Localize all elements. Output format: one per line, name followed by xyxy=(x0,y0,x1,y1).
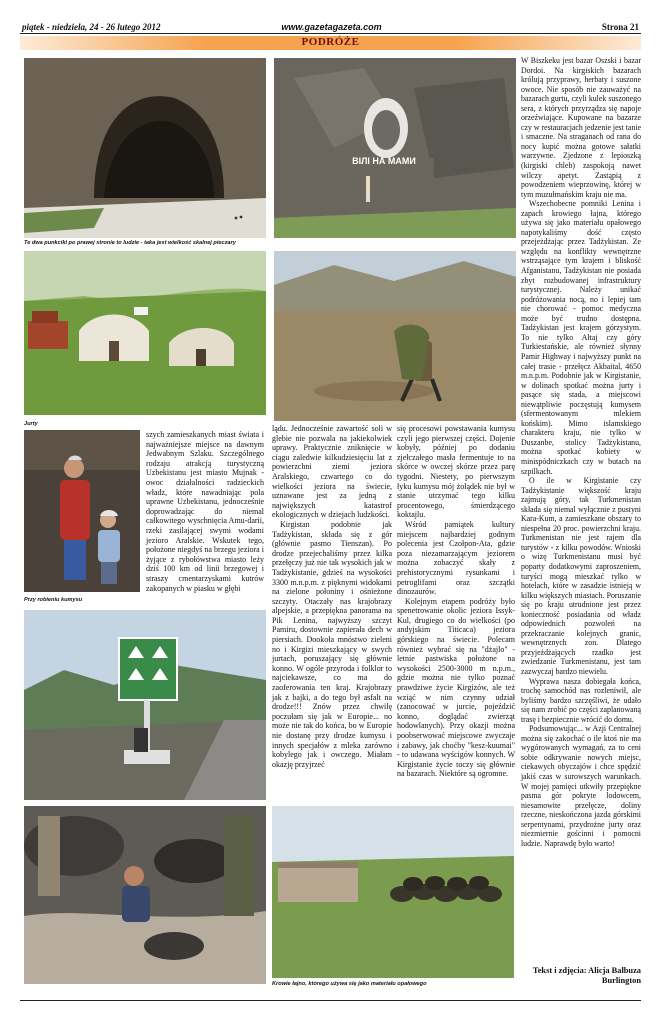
kumys-caption: Przy robieniu kumysu xyxy=(24,597,83,603)
rock-portrait-photo xyxy=(274,58,516,238)
col2-paragraph: lądu. Jednocześnie zawartość soli w glebie nie pozwala na jakiekolwiek uprawy. Praktycznie zniknięcie w ciągu zaledwie kilkudziesięciu lat z powierzchni ziemi jeziora Aralskiego, czwartego co do wielkości jeziora na świecie, uznawane jest za jedną z największych katastrof ekologicznych w dziejach ludzkości. xyxy=(272,424,392,520)
rock-inscription: ВІЛІ НА МАМИ xyxy=(352,156,416,166)
dung-photo xyxy=(272,806,514,978)
col3-paragraph: się procesowi powstawania kumysu czyli jego pierwszej części. Dojenie kobyły, później po dodaniu zjełczałego masła fermentuje to na skórce w owczej skórze przez parę tygodni. Niestety, po pierwszym łyku kumysu mój żołądek nie był w stanie utrzymać tego kilku procentowego, śmierdzącego koktajlu. xyxy=(397,424,515,520)
col3-paragraph: Wśród pamiątek kultury miejscem najbardziej godnym polecenia jest Czołpon-Ata, gdzie poza niezamarzającym jeziorem można zobaczyć skały z prehistorycznymi rysunkami i petroglifami oraz szczątki dinozaurów. xyxy=(397,519,515,597)
col4-paragraph: W Biszkeku jest bazar Oszski i bazar Dordoi. Na kirgiskich bazarach królują przyprawy, herbaty i suszone owoce. Nie sposób nie zauważyć na bazarach gurtu, czyli kulek suszonego sera, z których przyrządza się napoje orzeźwiające. Kupowane na bazarze czy w restauracjach jedzenie jest tanie i smaczne. Na straganach od rana do nocy kupić można gotowe sałatki warzywne. Zjedzone z lepioszką (kirgiski chleb) zaspokoją nawet wilczy apetyt. Zastąpią z powodzeniem wieprzowinę, której w tym muzułmańskim kraju nie ma. xyxy=(521,56,641,199)
article-column-4 xyxy=(521,56,641,848)
page-number: Strona 21 xyxy=(601,22,639,32)
col1-paragraph: szych zamieszkanych miast świata i najważniejsze miejsce na dawnym Jedwabnym Szlaku. Szczególnego rodzaju atrakcją turystyczną Uzbekistanu jest miasto Mujnak - owoc działalności radzieckich władz, które nawadniając pola uprawne Uzbekistanu, jednocześnie doprowadzając do niemal całkowitego wyschnięcia Amu-darii, rzeki zasilającej swymi wodami jezioro Aralskie. Wskutek tego, położone niegdyś na brzegu jeziora i żyjące z rybołówstwa miasto leży dziś 100 km od linii brzegowej i straszy cmentarzyskami kutrów zakopanych w piasku w głębi xyxy=(146,430,264,593)
cave-photo xyxy=(24,58,266,238)
col4-paragraph: Wszechobecne pomniki Lenina i zapach krowiego łajna, którego używa się jako materiału opałowego napotykaliśmy dość często przejeżdżając przez Tadżykistan. Ze względu na konflikty wewnętrzne wstrząsające tym krajem i bliskość Afganistanu, Tadżykistan nie posiada zbyt rozbudowanej infrastruktury turystycznej. Należy unikać podróżowania nocą, no i lepiej tam nie chorować - pomoc medyczna może być trudno dostępna. Tadżykistan jest krajem górzystym. To nie tylko Ałtaj czy góry Turkiestańskie, ale również słynny Pamir Highway i najwyższy punkt na całej trasie - przełęcz Akbaital, 4650 m.n.p.m. Podobnie jak w Kirgistanie, w dolinach spotkać można jurty i pasące się stada, a miejscowi niewątpliwie poczęstują kumysem (sfermentowanym mlekiem końskim). Mimo islamskiego charakteru kraju, nie tylko w Duszanbe, stolicy Tadżykistanu, można spotkać kobiety w minispódniczkach czy w butach na szpilkach. xyxy=(521,199,641,476)
section-band xyxy=(20,36,641,50)
col4-paragraph: Podsumowując... w Azji Centralnej można się zakochać o ile ktoś nie ma wygórowanych wymagań, za to ceni sobie odkrywanie nowych miejsc, ciekawych obyczajów i chce spędzić jakiś czas w surowszych warunkach. W mojej pamięci utkwiły przepiękne pasma gór pokryte lodowcem, niesamowite przełęcze, doliny rzeczne, nieskończona jazda górskimi serpentynami, przydrożne jurty oraz niezmiernie gościnni i pomocni ludzie. Naprawdę było warto! xyxy=(521,724,641,848)
header-rule xyxy=(20,33,641,34)
col3-paragraph: Kolejnym etapem podróży było spenetrowanie okolic jeziora Issyk-Kul, drugiego co do wielkości (po andyjskim Titicaca) jeziora górskiego na świecie. Polecam również wybrać się na "dżajlo" - letnie pastwiska położone na wysokości 2500-3000 m n.p.m., gdzie można nie tylko poznać prawdziwe życie Kirgizów, ale też wziąć w nim czynny udział (zanocować w jurcie, pojeździć konno, doglądać zwierząt hodowlanych). Przy okazji można poobserwować miejscowe zwyczaje i zabawy, jak choćby "kesz-kuumai" - to udawana wyścigów konnych. W Kirgistanie życie toczy się głównie na bazarach. Niektóre są ogromne. xyxy=(397,596,515,779)
author-signature xyxy=(500,966,641,986)
article-column-2 xyxy=(272,424,392,769)
kumys-photo xyxy=(24,430,140,592)
cave-caption: Te dwa punkciki po prawej stronie to ludzie - taka jest wielkość skalnej pieczary xyxy=(24,240,236,246)
article-column-1 xyxy=(146,430,264,593)
dung-caption: Krowie łajno, którego używa się jako materiału opałowego xyxy=(272,981,427,987)
yurts-caption: Jurty xyxy=(24,421,38,427)
sheep-shearing-photo xyxy=(24,806,266,984)
col2-paragraph: Kirgistan podobnie jak Tadżykistan, składa się z gór (głównie pasmo Tienszan). Po drodze przejechaliśmy przez kilka przełęczy już nie tak wysokich jak w Tadżykistanie, gdzieś na wysokości 3300 m.n.p.m. z pięknymi widokami na zielone połoniny i ośnieżone szczyty. Otaczały nas krajobrazy alpejskie, a przepiękna panorama na Pik Lenina, najwyższy szczyt Pamiru, dostownie zapierała dech w piersiach. Dookoła mnóstwo zieleni no i Kirgizi mieszkający w swych jurtach, poruszający się głównie konno. W ogóle przyroda i folklor to najciekawsze, co ma do zaoferowania ten kraj. Krajobrazy jak z bajki, a do tego był asfalt na drodze!!! Znów przez chwilę poczułam się jak w Europie... no może nie tak do końca, bo w Europie nie dostanę przy drodze kumysu i innych specjałów z mleka zarówno kobylego jak i owczego. Miałam okazję przyjrzeć xyxy=(272,519,392,769)
road-sign-photo xyxy=(24,610,266,800)
footer-rule xyxy=(20,1000,641,1001)
col4-paragraph: Wyprawa nasza dobiegała końca, trochę samochód nas rozleniwił, ale byliśmy bardzo szczęśliwi, że udało się nam zrobić po części zaplanowaną trasę i bezpiecznie wrócić do domu. xyxy=(521,676,641,724)
section-title: PODRÓŻE xyxy=(301,36,360,48)
site-url[interactable]: www.gazetagazeta.com xyxy=(281,22,382,32)
hiker-photo xyxy=(274,251,516,421)
issue-date: piątek - niedziela, 24 - 26 lutego 2012 xyxy=(22,22,161,32)
article-column-3 xyxy=(397,424,515,779)
col4-paragraph: O ile w Kirgistanie czy Tadżykistanie większość kraju zajmują góry, tak Turkmenistan składa się niemal wyłącznie z pustyni Kara-Kum, a zamieszkane obszary to niespełna 20 proc. powierzchni kraju. Turkmenistan nie jest rajem dla turystów - z kilku powodów. Wnioski o wizę Turkmenistanu musi być poparty dodatkowymi zaproszeniem, turyści mogą mieszkać tylko w hotelach, które w zasadzie istnieją w kilku większych miastach. Poruszanie się po kraju utrudnione jest przez konieczność posiadania od władz odpowiednich pozwoleń na przekraczanie kolejnych granic, wewnętrznych zon. Dlatego przyjeżdżających rzadko jest zwiedzanie Turkmenistanu, jest tam zazwyczaj bardzo niewielu. xyxy=(521,476,641,676)
author-location: Burlington xyxy=(601,976,641,985)
author-credit: Tekst i zdjęcia: Alicja Balbuza xyxy=(532,966,641,975)
page-header xyxy=(0,0,663,40)
yurts-photo xyxy=(24,251,266,415)
